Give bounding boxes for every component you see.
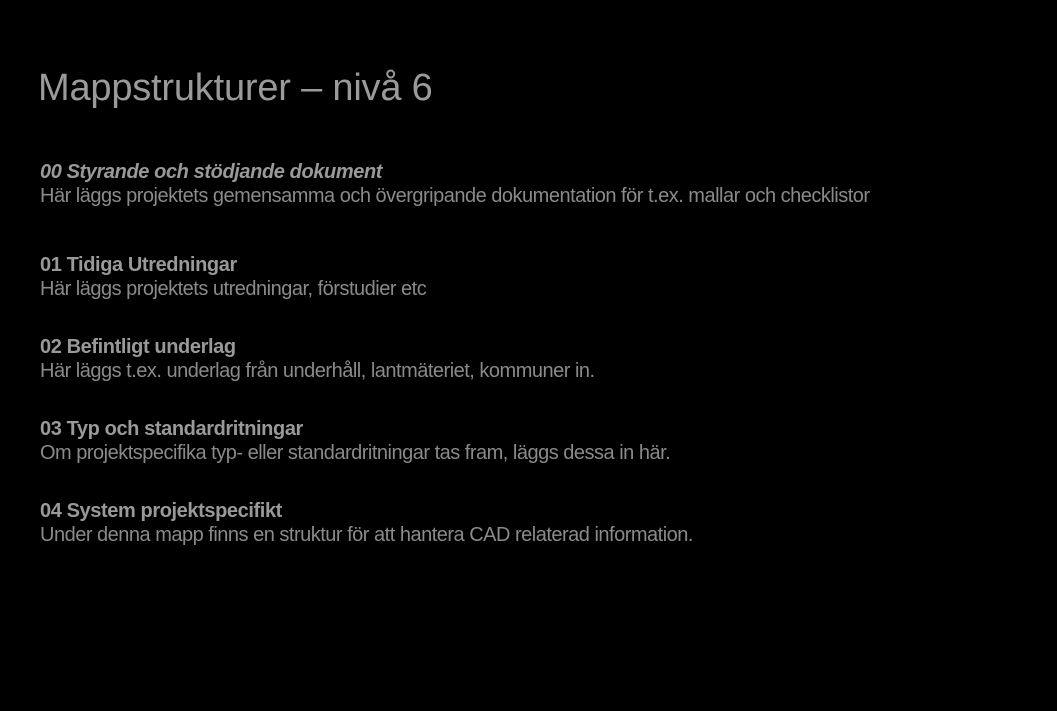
folder-section-02	[40, 335, 1050, 383]
folder-section-04	[40, 499, 1050, 547]
folder-heading: 00 Styrande och stödjande dokument	[40, 161, 383, 183]
folder-section-03	[40, 417, 1050, 465]
folder-heading: 01 Tidiga Utredningar	[40, 254, 237, 276]
folder-description: Här läggs projektets gemensamma och övergripande dokumentation för t.ex. mallar och checklistor	[40, 185, 870, 207]
folder-description: Om projektspecifika typ- eller standardritningar tas fram, läggs dessa in här.	[40, 442, 671, 464]
folder-description: Under denna mapp finns en struktur för att hantera CAD relaterad information.	[40, 524, 693, 546]
folder-description: Här läggs projektets utredningar, förstudier etc	[40, 278, 427, 300]
folder-heading: 03 Typ och standardritningar	[40, 418, 303, 440]
page-title: Mappstrukturer – nivå 6	[38, 67, 433, 109]
folder-section-00	[40, 160, 1050, 208]
folder-list	[40, 160, 1050, 581]
folder-heading: 04 System projektspecifikt	[40, 500, 282, 522]
folder-heading: 02 Befintligt underlag	[40, 336, 236, 358]
folder-section-01	[40, 253, 1050, 301]
folder-description: Här läggs t.ex. underlag från underhåll, lantmäteriet, kommuner in.	[40, 360, 595, 382]
